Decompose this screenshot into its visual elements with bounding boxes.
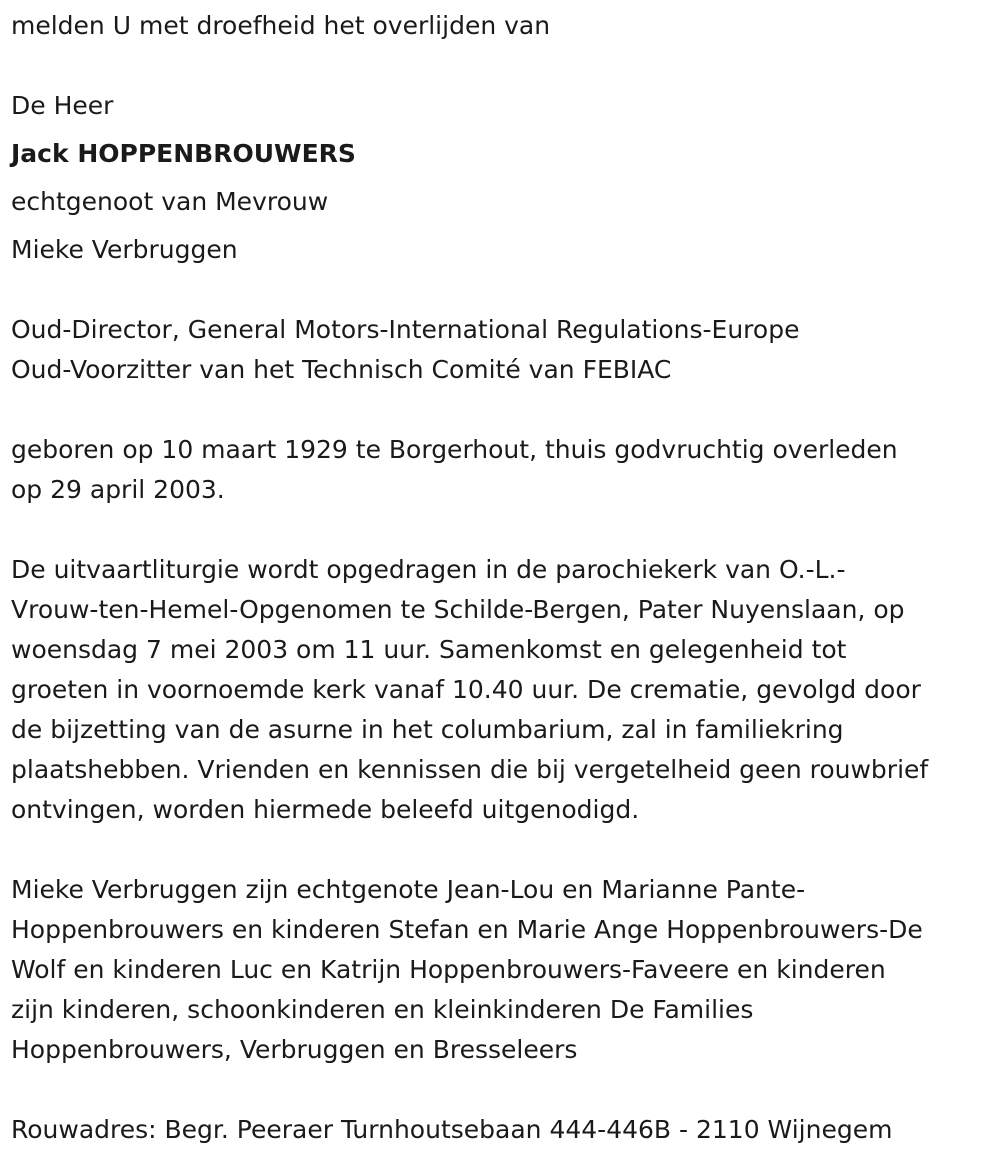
spouse-line: echtgenoot van Mevrouw: [11, 187, 329, 216]
family-line: Hoppenbrouwers en kinderen Stefan en Marie Ange Hoppenbrouwers-De: [11, 915, 923, 944]
funeral-line: plaatshebben. Vrienden en kennissen die bij vergetelheid geen rouwbrief: [11, 755, 929, 784]
family-line: zijn kinderen, schoonkinderen en kleinkinderen De Families: [11, 995, 754, 1024]
address-line: Rouwadres: Begr. Peeraer Turnhoutsebaan 444-446B - 2110 Wijnegem: [11, 1115, 893, 1144]
title-line: Oud-Director, General Motors-International Regulations-Europe: [11, 315, 800, 344]
birth-death-line: geboren op 10 maart 1929 te Borgerhout, thuis godvruchtig overleden: [11, 435, 898, 464]
funeral-line: De uitvaartliturgie wordt opgedragen in de parochiekerk van O.-L.-: [11, 555, 846, 584]
funeral-line: Vrouw-ten-Hemel-Opgenomen te Schilde-Bergen, Pater Nuyenslaan, op: [11, 595, 905, 624]
birth-death-line: op 29 april 2003.: [11, 475, 225, 504]
funeral-line: groeten in voornoemde kerk vanaf 10.40 uur. De crematie, gevolgd door: [11, 675, 921, 704]
funeral-line: ontvingen, worden hiermede beleefd uitgenodigd.: [11, 795, 640, 824]
intro-line: melden U met droefheid het overlijden van: [11, 11, 551, 40]
funeral-line: de bijzetting van de asurne in het columbarium, zal in familiekring: [11, 715, 844, 744]
family-line: Wolf en kinderen Luc en Katrijn Hoppenbrouwers-Faveere en kinderen: [11, 955, 886, 984]
funeral-line: woensdag 7 mei 2003 om 11 uur. Samenkomst en gelegenheid tot: [11, 635, 847, 664]
salutation: De Heer: [11, 91, 114, 120]
deceased-name: Jack HOPPENBROUWERS: [11, 139, 356, 168]
family-line: Mieke Verbruggen zijn echtgenote Jean-Lou en Marianne Pante-: [11, 875, 806, 904]
spouse-name: Mieke Verbruggen: [11, 235, 238, 264]
family-line: Hoppenbrouwers, Verbruggen en Bresseleers: [11, 1035, 578, 1064]
title-line: Oud-Voorzitter van het Technisch Comité van FEBIAC: [11, 355, 672, 384]
